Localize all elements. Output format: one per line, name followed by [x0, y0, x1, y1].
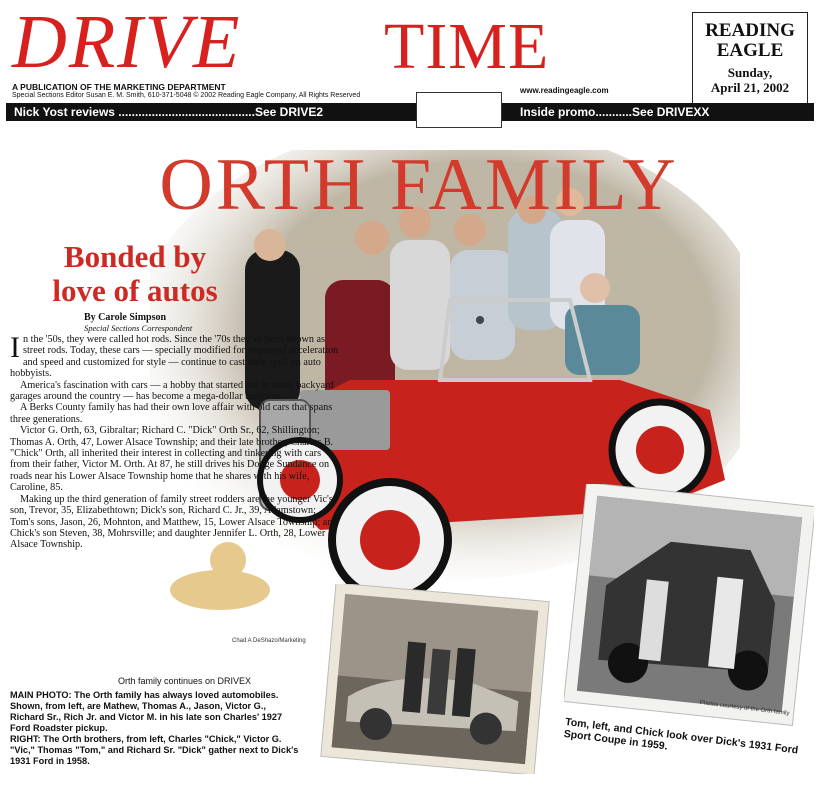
issue-weekday: Sunday,	[727, 65, 773, 80]
drop-cap: I	[10, 331, 20, 364]
caption-right-photo: RIGHT: The Orth brothers, from left, Charles "Chick," Victor G. "Vic," Thomas "Tom," and Richard Sr. "Dick" gather next to Dick's 1931 Ford in 1958.	[10, 734, 299, 766]
section-title-time: TIME	[384, 10, 550, 83]
subheadline-line1: Bonded by	[63, 239, 207, 274]
dog	[170, 542, 270, 610]
caption-old-photo: Tom, left, and Chick look over Dick's 1931 Ford Sport Coupe in 1959.	[563, 716, 799, 757]
newspaper-nameplate-box	[692, 12, 808, 106]
headline: ORTH FAMILY	[159, 144, 679, 226]
article-body	[10, 331, 340, 551]
subheadline-line2: love of autos	[52, 273, 218, 308]
article-paragraph: A Berks County family has had their own love affair with old cars that spans three generations.	[10, 402, 333, 425]
subheadline	[20, 240, 250, 308]
photo-credit: Chad A DeShazo/Marketing	[232, 638, 306, 644]
byline: By Carole Simpson	[84, 312, 167, 323]
continuation-note[interactable]: Orth family continues on DRIVEX	[118, 676, 252, 686]
section-title-drive: DRIVE	[12, 0, 242, 84]
byline-role: Special Sections Correspondent	[84, 323, 193, 333]
caption-main-photo: MAIN PHOTO: The Orth family has always loved automobiles. Shown, from left, are Mathew, Thomas A., Jason, Victor G., Richard Sr., Rich Jr. and Victor M. in his late son Charles' 1927 Ford Roadster pickup.	[10, 690, 283, 733]
website-url[interactable]: www.readingeagle.com	[520, 86, 609, 95]
promo-left[interactable]: Nick Yost reviews .........................................See DRIVE2	[14, 105, 324, 119]
old-photo-brothers	[320, 584, 550, 774]
publication-note: A PUBLICATION OF THE MARKETING DEPARTMENT	[12, 82, 226, 92]
paper-name-line1: READING	[705, 20, 795, 41]
article-paragraph: Making up the third generation of family street rodders are the younger Vic's son, Trevor, 35, Elizabethtown; Dick's son, Richard C. Jr., 39, Adamstown; Tom's sons, Jason, 26, Mohnton, and Matthew, 15, Lower Alsace Township; and Chick's son Steven, 38, Mohrsville; and daughter Jennifer L. Orth, 28, Lower Alsace Township.	[10, 493, 338, 551]
placeholder-box	[416, 92, 502, 128]
old-photo-credit: Photos courtesy of the Orth family	[699, 700, 790, 717]
paper-name-line2: EAGLE	[716, 40, 784, 61]
old-photo-1959	[564, 484, 814, 734]
article-paragraph: Victor G. Orth, 63, Gibraltar; Richard C. "Dick" Orth Sr., 62, Shillington; Thomas A. Orth, 47, Lower Alsace Township; and their late brother, Charles B. "Chick" Orth, all inherited their interest in collecting and tinkering with cars from their father, Victor M. Orth. At 87, he still drives his Dodge Sundance on roads near his Lower Alsace Township home that he shares with his wife, Caroline, 85.	[10, 425, 334, 494]
article-paragraph: America's fascination with cars — a hobby that started out in small backyard garages around the country — has become a mega-dollar business.	[10, 379, 334, 403]
promo-right[interactable]: Inside promo...........See DRIVEXX	[520, 105, 710, 119]
article-paragraph: In the '50s, they were called hot rods. Since the '70s they've been known as street rods. Today, these cars — specially modified for improved acceleration and speed and customized for style — continue to cast their spell on auto hobbyists.	[10, 331, 339, 380]
issue-date: April 21, 2002	[710, 80, 790, 95]
editor-credit: Special Sections Editor Susan E. M. Smith, 610-371-5048 © 2002 Reading Eagle Company, All Rights Reserved	[12, 92, 361, 99]
